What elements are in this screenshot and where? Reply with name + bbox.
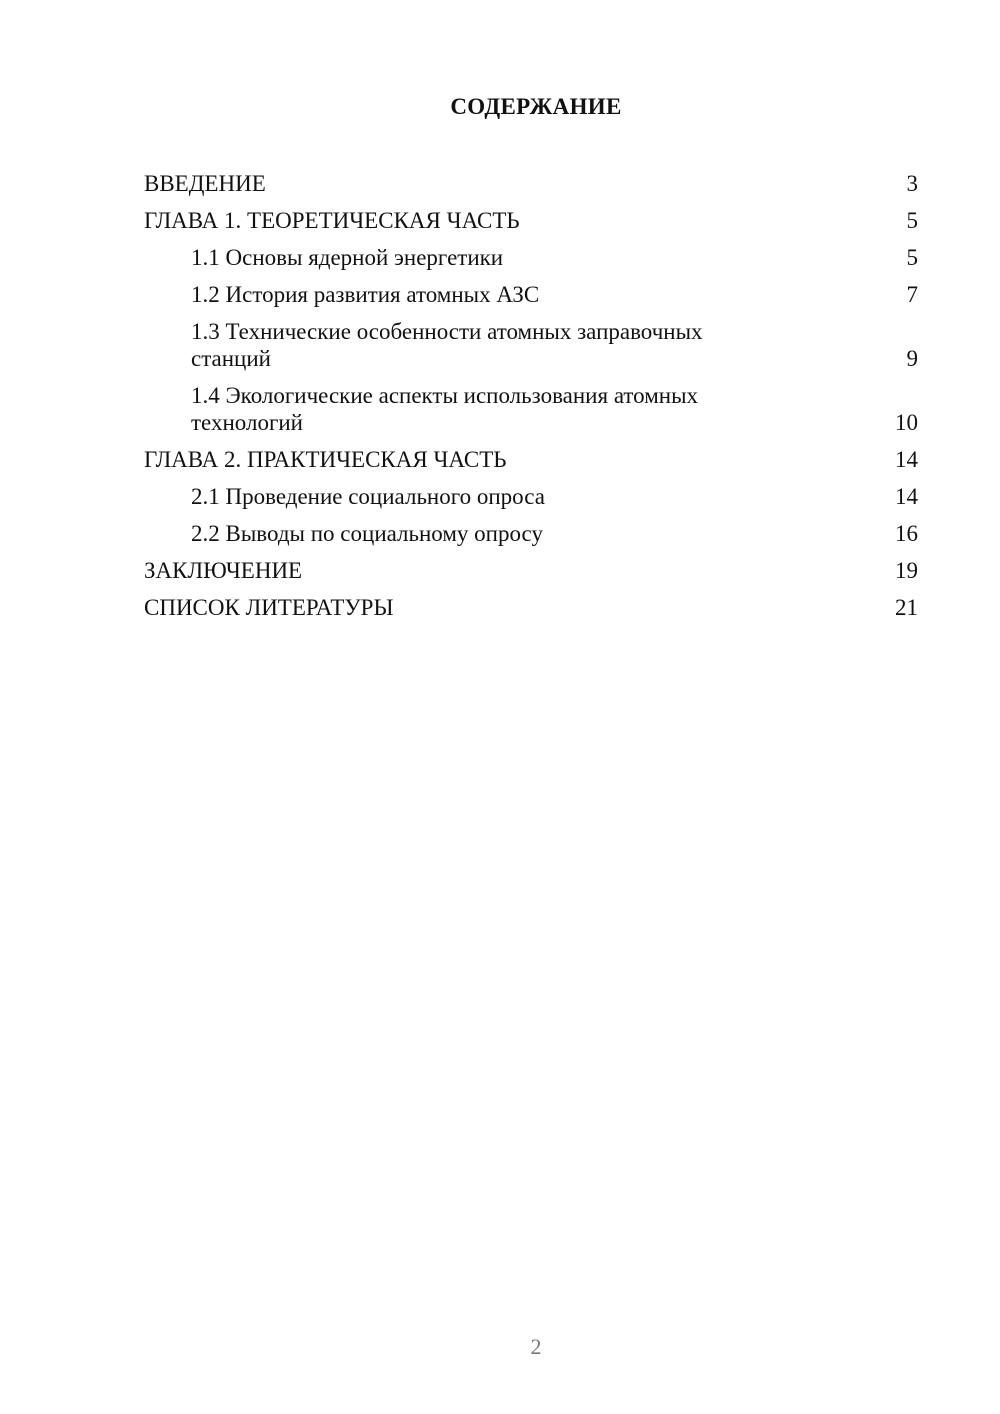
toc-entry-label: ВВЕДЕНИЕ [144, 171, 266, 196]
toc-entry-label: 1.2 История развития атомных АЗС [191, 282, 540, 307]
page-number: 2 [530, 1334, 542, 1359]
toc-entry-introduction[interactable] [144, 170, 918, 197]
toc-entry-label: ГЛАВА 2. ПРАКТИЧЕСКАЯ ЧАСТЬ [144, 447, 507, 472]
toc-entry-chapter-2[interactable] [144, 446, 918, 473]
toc-entry-section-1-2[interactable] [144, 281, 918, 308]
toc-entry-label: 1.4 Экологические аспекты использования атомных технологий [191, 383, 699, 435]
toc-entry-references[interactable] [144, 594, 918, 621]
toc-entry-section-1-1[interactable] [144, 244, 918, 271]
toc-entry-page: 3 [906, 171, 918, 196]
table-of-contents [144, 170, 918, 631]
toc-entry-label: 1.1 Основы ядерной энергетики [191, 245, 504, 270]
toc-entry-page: 5 [906, 208, 918, 233]
toc-entry-section-2-1[interactable] [144, 483, 918, 510]
toc-entry-page: 19 [895, 558, 918, 583]
toc-entry-section-1-4[interactable] [144, 382, 918, 436]
toc-entry-page: 5 [906, 245, 918, 270]
toc-entry-page: 7 [906, 282, 918, 307]
toc-entry-label: 2.2 Выводы по социальному опросу [191, 521, 543, 546]
toc-entry-label: ЗАКЛЮЧЕНИЕ [144, 558, 303, 583]
toc-entry-label: СПИСОК ЛИТЕРАТУРЫ [144, 595, 394, 620]
toc-entry-page: 14 [895, 484, 918, 509]
toc-entry-page: 21 [895, 595, 918, 620]
toc-entry-page: 9 [906, 346, 918, 371]
toc-entry-label: ГЛАВА 1. ТЕОРЕТИЧЕСКАЯ ЧАСТЬ [144, 208, 520, 233]
toc-entry-label: 1.3 Технические особенности атомных заправочных станций [191, 319, 703, 371]
toc-entry-page: 14 [895, 447, 918, 472]
toc-entry-section-2-2[interactable] [144, 520, 918, 547]
toc-entry-page: 16 [895, 521, 918, 546]
toc-entry-conclusion[interactable] [144, 557, 918, 584]
toc-entry-section-1-3[interactable] [144, 318, 918, 372]
page-title: СОДЕРЖАНИЕ [450, 94, 622, 119]
toc-entry-chapter-1[interactable] [144, 207, 918, 234]
toc-entry-page: 10 [895, 410, 918, 435]
toc-entry-label: 2.1 Проведение социального опроса [191, 484, 545, 509]
